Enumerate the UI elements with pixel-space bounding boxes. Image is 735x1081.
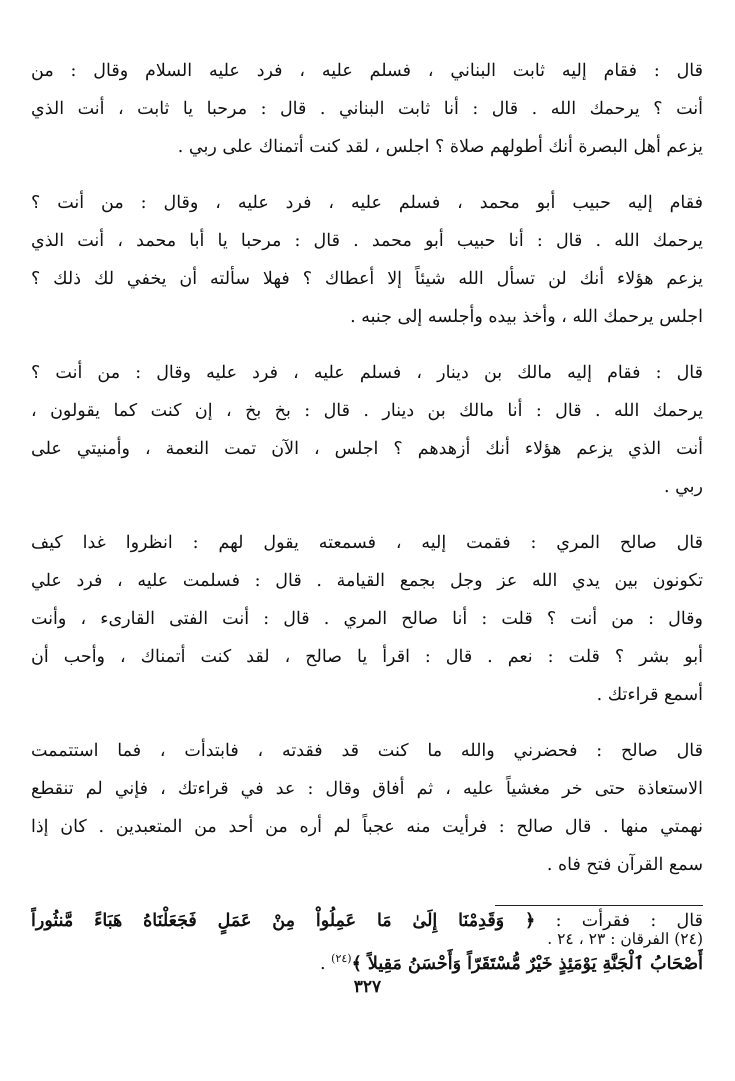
text-line: قال : فقام إليه ثابت البناني ، فسلم عليه ، فرد عليه السلام وقال : من — [31, 61, 703, 81]
paragraph-habib — [31, 184, 703, 336]
text-line: وقال : من أنت ؟ قلت : أنا صالح المري . قال : أنت الفتى القارىء ، وأنت — [31, 609, 703, 629]
paragraph-malik — [31, 354, 703, 506]
text-line: سمع القرآن فتح فاه . — [546, 855, 703, 875]
footnote-divider — [495, 905, 703, 906]
paragraph-salih-1 — [31, 524, 703, 714]
text-line: أبو بشر ؟ قلت : نعم . قال : اقرأ يا صالح ، لقد كنت أتمناك ، وأحب أن — [31, 647, 703, 667]
text-line: قال صالح : فحضرني والله ما كنت قد فقدته ، فابتدأت ، فما استتممت — [31, 741, 703, 761]
text-line: يرحمك الله . قال : أنا مالك بن دينار . قال : بخ بخ ، إن كنت كما يقولون ، — [31, 401, 703, 421]
text-line: يزعم أهل البصرة أنك أطولهم صلاة ؟ اجلس ، لقد كنت أتمناك على ربي . — [177, 137, 703, 157]
quran-verse-line-1: ﴿ وَقَدِمْنَا إِلَىٰ مَا عَمِلُواْ مِنْ عَمَلٍ فَجَعَلْنَاهُ هَبَاءً مَّنثُوراً — [31, 911, 536, 931]
footnote-marker: (٢٤) — [331, 952, 352, 965]
text-line: اجلس يرحمك الله ، وأخذ بيده وأجلسه إلى جنبه . — [350, 307, 703, 327]
main-text — [31, 52, 703, 996]
page-number: ٣٢٧ — [353, 977, 382, 997]
text-line: تكونون بين يدي الله عز وجل بجمع القيامة . قال : فسلمت عليه ، فرد علي — [31, 571, 703, 591]
text-line: الاستعاذة حتى خر مغشياً عليه ، ثم أفاق وقال : عد في قراءتك ، فإني لم تنقطع — [31, 779, 703, 799]
paragraph-salih-2 — [31, 732, 703, 884]
text-line: قال : فقام إليه مالك بن دينار ، فسلم عليه ، فرد عليه وقال : من أنت ؟ — [31, 363, 703, 383]
quran-verse-line-2: أَصْحَابُ ٱلْجَنَّةِ يَوْمَئِذٍ خَيْرٌ مُّسْتَقَرّاً وَأَحْسَنُ مَقِيلاً ﴾ — [351, 954, 703, 974]
text-line: أسمع قراءتك . — [596, 685, 703, 705]
text-line: فقام إليه حبيب أبو محمد ، فسلم عليه ، فرد عليه ، وقال : من أنت ؟ — [31, 193, 703, 213]
quran-intro: قال : فقرأت : — [555, 911, 703, 931]
text-line: يزعم هؤلاء أنك لن تسأل الله شيئاً إلا أعطاك ؟ فهلا سألته أن يخفي لك ذلك ؟ — [31, 269, 703, 289]
paragraph-thabit — [31, 52, 703, 166]
text-line: قال صالح المري : فقمت إليه ، فسمعته يقول لهم : انظروا غدا كيف — [31, 533, 703, 553]
footnote: (٢٤) الفرقان : ٢٣ ، ٢٤ . — [547, 930, 703, 948]
text-line: أنت الذي يزعم هؤلاء أنك أزهدهم ؟ اجلس ، الآن تمت النعمة ، وأمنيتي على — [31, 439, 703, 459]
text-line: ربي . — [663, 477, 703, 497]
text-line: نهمتي منها . قال صالح : فرأيت منه عجباً لم أره من أحد من المتعبدين . كان إذا — [31, 817, 703, 837]
sentence-end-mark: . — [320, 954, 332, 974]
text-line: أنت ؟ يرحمك الله . قال : أنا ثابت البناني . قال : مرحبا يا ثابت ، أنت الذي — [31, 99, 703, 119]
text-line: يرحمك الله . قال : أنا حبيب أبو محمد . قال : مرحبا يا أبا محمد ، أنت الذي — [31, 231, 703, 251]
